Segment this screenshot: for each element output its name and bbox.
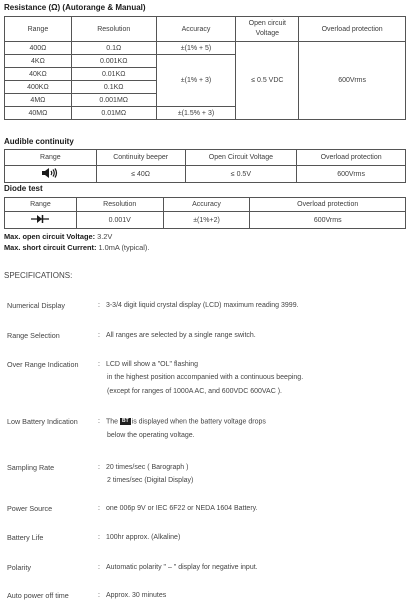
spec-value-range-selection: : All ranges are selected by a single range switch. bbox=[98, 332, 256, 339]
header-overload: Overload protection bbox=[250, 198, 406, 212]
table-row bbox=[5, 212, 406, 229]
header-range: Range bbox=[5, 17, 72, 42]
spec-label-polarity: Polarity bbox=[7, 563, 31, 572]
spec-label-battery-life: Battery Life bbox=[7, 533, 44, 542]
cell-resolution: 0.001KΩ bbox=[71, 55, 156, 68]
spec-value-over-range-3: (except for ranges of 1000A AC, and 600VDC 600VAC ). bbox=[107, 388, 282, 395]
continuity-title: Audible continuity bbox=[4, 137, 74, 146]
diode-title: Diode test bbox=[4, 184, 43, 193]
cell-resolution: 0.01MΩ bbox=[71, 107, 156, 120]
max-short-line: Max. short circuit Current: 1.0mA (typical). bbox=[4, 243, 150, 252]
header-range: Range bbox=[5, 198, 77, 212]
cell-accuracy: ±(1.5% + 3) bbox=[156, 107, 236, 120]
cell-accuracy: ±(1% + 5) bbox=[156, 42, 236, 55]
cell-resolution: 0.001MΩ bbox=[71, 94, 156, 107]
spec-value-polarity: : Automatic polarity " – " display for negative input. bbox=[98, 564, 258, 571]
spec-value-sampling-rate-2: 2 times/sec (Digital Display) bbox=[107, 477, 194, 484]
speaker-icon bbox=[42, 168, 58, 178]
header-beeper: Continuity beeper bbox=[96, 150, 185, 166]
resistance-table bbox=[4, 16, 406, 120]
resistance-title: Resistance (Ω) (Autorange & Manual) bbox=[4, 3, 146, 12]
table-header-row bbox=[5, 198, 406, 212]
battery-indicator-icon: BT bbox=[121, 418, 129, 424]
spec-value-low-battery-2: below the operating voltage. bbox=[107, 432, 195, 439]
cell-range: 400KΩ bbox=[5, 81, 72, 94]
spec-label-numerical-display: Numerical Display bbox=[7, 301, 65, 310]
cell-overload: 600Vrms bbox=[299, 42, 406, 120]
header-overload: Overload protection bbox=[299, 17, 406, 42]
cell-range: 400Ω bbox=[5, 42, 72, 55]
max-open-value: 3.2V bbox=[97, 232, 113, 241]
cell-range: 40KΩ bbox=[5, 68, 72, 81]
spec-value-over-range-1: : LCD will show a "OL" flashing bbox=[98, 361, 199, 368]
header-overload: Overload protection bbox=[297, 150, 406, 166]
spec-value-sampling-rate-1: : 20 times/sec ( Barograph ) bbox=[98, 464, 189, 471]
cell-accuracy: ±(1% + 3) bbox=[156, 55, 236, 107]
cell-range bbox=[5, 212, 77, 229]
spec-value-over-range-2: in the highest position accompanied with a continuous beeping. bbox=[107, 374, 304, 381]
cell-overload: 600Vrms bbox=[250, 212, 406, 229]
header-range: Range bbox=[5, 150, 97, 166]
table-header-row bbox=[5, 150, 406, 166]
cell-resolution: 0.01KΩ bbox=[71, 68, 156, 81]
cell-range: 40MΩ bbox=[5, 107, 72, 120]
spec-label-low-battery: Low Battery Indication bbox=[7, 417, 78, 426]
spec-label-range-selection: Range Selection bbox=[7, 331, 60, 340]
specifications-title: SPECIFICATIONS: bbox=[4, 271, 73, 280]
cell-overload: 600Vrms bbox=[297, 166, 406, 183]
header-resolution: Resolution bbox=[71, 17, 156, 42]
cell-range: 4KΩ bbox=[5, 55, 72, 68]
spec-value-low-battery-1: : The BT is displayed when the battery voltage drops bbox=[98, 418, 266, 426]
spec-value-auto-power-off: : Approx. 30 minutes bbox=[98, 592, 167, 599]
table-row bbox=[5, 166, 406, 183]
cell-resolution: 0.1KΩ bbox=[71, 81, 156, 94]
cell-range: 4MΩ bbox=[5, 94, 72, 107]
spec-label-over-range: Over Range Indication bbox=[7, 360, 79, 369]
spec-value-power-source: : one 006p 9V or IEC 6F22 or NEDA 1604 Battery. bbox=[98, 505, 258, 512]
cell-accuracy: ±(1%+2) bbox=[163, 212, 250, 229]
header-accuracy: Accuracy bbox=[156, 17, 236, 42]
table-row bbox=[5, 42, 406, 55]
cell-beeper: ≤ 40Ω bbox=[96, 166, 185, 183]
cell-open-voltage: ≤ 0.5 VDC bbox=[236, 42, 299, 120]
table-header-row bbox=[5, 17, 406, 42]
header-open-voltage: Open Circuit Voltage bbox=[185, 150, 297, 166]
spec-value-battery-life: : 100hr approx. (Alkaline) bbox=[98, 534, 181, 541]
spec-value-numerical-display: : 3-3/4 digit liquid crystal display (LCD) maximum reading 3999. bbox=[98, 302, 299, 309]
cell-resolution: 0.1Ω bbox=[71, 42, 156, 55]
max-open-line: Max. open circuit Voltage: 3.2V bbox=[4, 232, 113, 241]
diode-icon bbox=[31, 215, 49, 223]
diode-table bbox=[4, 197, 406, 229]
spec-label-power-source: Power Source bbox=[7, 504, 53, 513]
spec-label-sampling-rate: Sampling Rate bbox=[7, 463, 55, 472]
cell-open-voltage: ≤ 0.5V bbox=[185, 166, 297, 183]
max-short-value: 1.0mA (typical). bbox=[98, 243, 150, 252]
header-open-voltage: Open circuit Voltage bbox=[236, 17, 299, 42]
cell-resolution: 0.001V bbox=[76, 212, 163, 229]
max-short-label: Max. short circuit Current bbox=[4, 243, 94, 252]
header-accuracy: Accuracy bbox=[163, 198, 250, 212]
cell-range bbox=[5, 166, 97, 183]
continuity-table bbox=[4, 149, 406, 183]
spec-label-auto-power-off: Auto power off time bbox=[7, 591, 69, 600]
header-resolution: Resolution bbox=[76, 198, 163, 212]
max-open-label: Max. open circuit Voltage bbox=[4, 232, 93, 241]
